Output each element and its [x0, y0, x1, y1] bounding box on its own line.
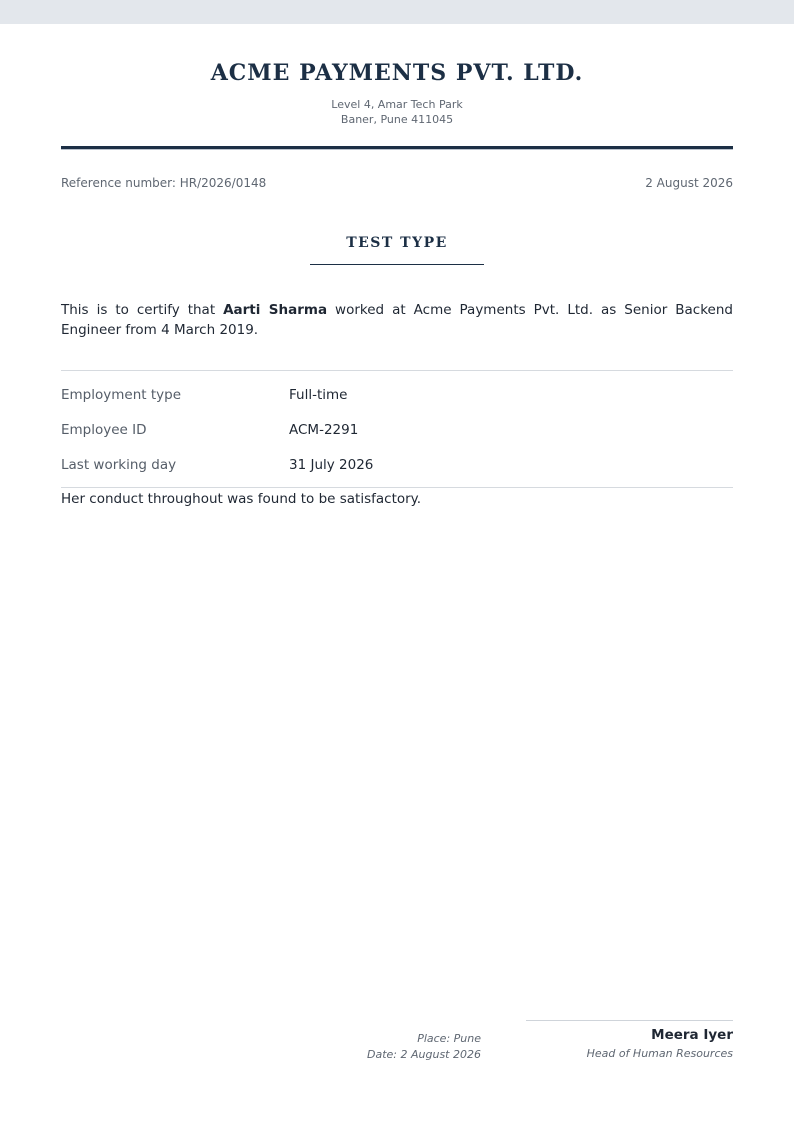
detail-value: Full-time [289, 386, 348, 403]
place-date-block [367, 1031, 481, 1063]
detail-label: Employment type [61, 386, 182, 403]
title-underline [310, 264, 484, 265]
table-row [61, 447, 733, 482]
detail-value: ACM-2291 [289, 421, 359, 438]
detail-label: Employee ID [61, 421, 147, 438]
detail-label: Last working day [61, 456, 177, 473]
address-line-2: Baner, Pune 411045 [340, 113, 454, 126]
signature-line [526, 1020, 733, 1021]
intro-suffix: worked at Acme Payments Pvt. Ltd. as Senior Backend Engineer from 4 March 2019. [61, 302, 733, 338]
company-name: ACME PAYMENTS PVT. LTD. [210, 60, 584, 86]
certification-paragraph [61, 300, 733, 340]
address-line-1: Level 4, Amar Tech Park [331, 98, 463, 111]
header-divider-shadow [61, 149, 733, 150]
signatory-title: Head of Human Resources [586, 1047, 733, 1060]
conduct-statement: Her conduct throughout was found to be satisfactory. [61, 491, 422, 507]
details-table [61, 370, 733, 488]
employee-name: Aarti Sharma [223, 302, 328, 318]
place-text: Place: Pune [417, 1032, 481, 1045]
table-row [61, 412, 733, 447]
table-row [61, 377, 733, 412]
reference-number: Reference number: HR/2026/0148 [61, 176, 267, 190]
detail-value: 31 July 2026 [289, 456, 374, 473]
letter-date: 2 August 2026 [645, 176, 733, 190]
intro-prefix: This is to certify that [61, 302, 224, 318]
footer-date: Date: 2 August 2026 [367, 1048, 481, 1061]
document-title: TEST TYPE [346, 235, 448, 251]
signatory-name: Meera Iyer [651, 1027, 733, 1043]
